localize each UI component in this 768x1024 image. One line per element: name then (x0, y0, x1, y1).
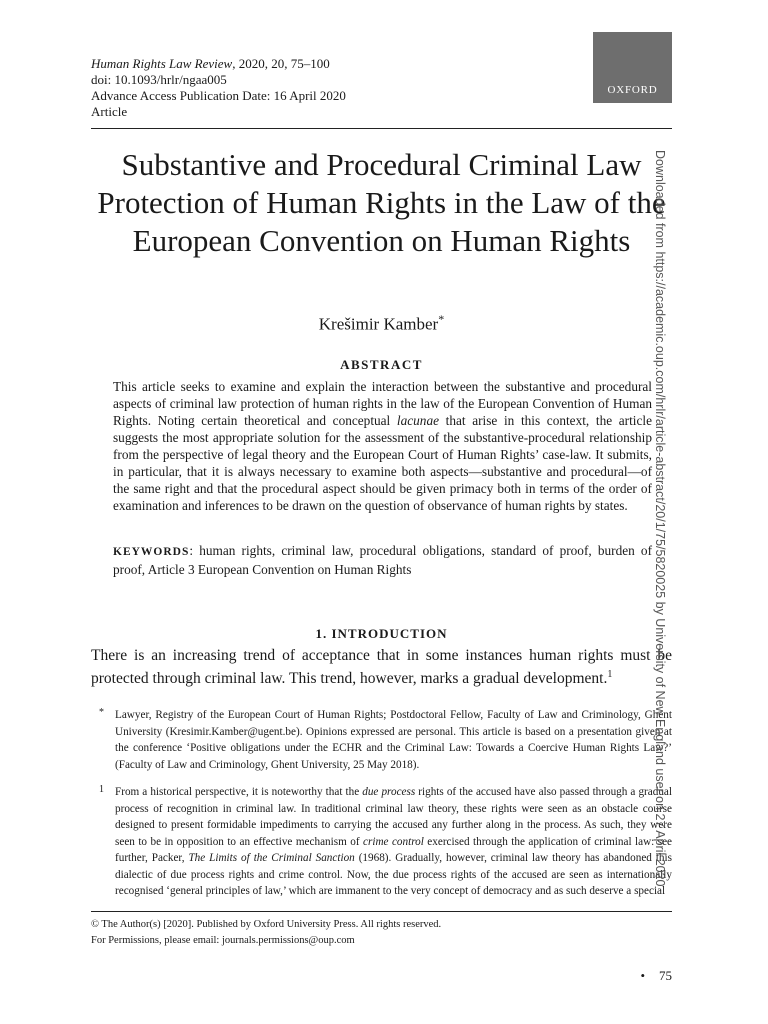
header-divider (91, 128, 672, 129)
doi[interactable]: doi: 10.1093/hrlr/ngaa005 (91, 72, 227, 87)
download-watermark: Downloaded from https://academic.oup.com/hrlr/article-abstract/20/1/75/5820025 by University of New England user on 27 April 2020 (653, 150, 667, 887)
author-footnote-mark[interactable]: * (438, 312, 445, 326)
access-date: Advance Access Publication Date: 16 April 2020 (91, 88, 346, 103)
introduction-text: There is an increasing trend of acceptance that in some instances human rights must be protected through criminal law. This trend, however, marks a gradual development.$^1$ (91, 647, 672, 688)
abstract-text: This article seeks to examine and explain the interaction between the substantive and procedural aspects of criminal law protection of human rights in the law of the European Convention of Human Rights. Noting certain theoretical and conceptual lacunae that arise in this context, the article suggests the most appropriate solution for the assessment of the substantive-procedural relationship from the perspective of legal theory and the European Court of Human Rights’ case-law. It submits, in particular, that it is always necessary to examine both aspects—substantive and procedural—of the same right and that the procedural aspect should be given primacy both in terms of the order of examination and inferences to be drawn on the question of observance of human rights by states. (113, 379, 652, 513)
author-name: Krešimir Kamber (318, 314, 439, 334)
article-title: Substantive and Procedural Criminal Law Protection of Human Rights in the Law of the European Convention on Human Rights (97, 147, 666, 258)
journal-header (91, 56, 571, 120)
footnote-star-mark: * (99, 707, 104, 718)
keywords (113, 542, 652, 578)
oxford-logo: OXFORD (593, 32, 672, 103)
copyright-line: © The Author(s) [2020]. Published by Oxford University Press. All rights reserved. (91, 919, 442, 930)
article-type: Article (91, 104, 128, 119)
footer-divider (91, 911, 672, 912)
keywords-text: : human rights, criminal law, procedural obligations, standard of proof, burden of proof, Article 3 European Convention on Human Rights (113, 543, 652, 577)
permissions-line[interactable]: For Permissions, please email: journals.permissions@oup.com (91, 935, 355, 946)
abstract-heading: ABSTRACT (340, 357, 423, 372)
page-number: • 75 (640, 968, 672, 983)
footnote-author: Lawyer, Registry of the European Court of Human Rights; Postdoctoral Fellow, Faculty of Law and Criminology, Ghent University (Kresimir.Kamber@ugent.be). Opinions expressed are personal. This article is based on a presentation given at the conference ‘Positive obligations under the ECHR and the Criminal Law: Towards a Coercive Human Rights Law?’ (Faculty of Law and Criminology, Ghent University, 25 May 2018). (115, 709, 672, 771)
journal-citation: Human Rights Law Review, 2020, 20, 75–100 (91, 56, 330, 71)
footnote-ref-1[interactable]: 1 (607, 669, 613, 680)
footnote-1: From a historical perspective, it is noteworthy that the due process rights of the accused have also passed through a gradual process of recognition in criminal law. In traditional criminal law theory, these rights were seen as an obstacle course designed to present formidable impediments to carrying the accused any further along in the process. As such, they were seen to be in opposition to an effective mechanism of crime control exercised through the application of criminal law: see further, Packer, The Limits of the Criminal Sanction (1968). Gradually, however, criminal law theory has abandoned this dialectic of due process rights and crime control. Now, the due process rights of the accused are seen as internationally recognised ‘general principles of law,’ which are immanent to the very concept of democracy and as such deserve a special (115, 786, 673, 897)
author-line (91, 312, 672, 335)
section-heading-introduction: 1. INTRODUCTION (315, 626, 448, 641)
copyright-notice (91, 917, 591, 949)
keywords-label: KEYWORDS (113, 546, 190, 558)
journal-name: Human Rights Law Review (91, 56, 233, 71)
footnote-1-mark: 1 (99, 784, 104, 795)
bullet: • (640, 968, 645, 983)
